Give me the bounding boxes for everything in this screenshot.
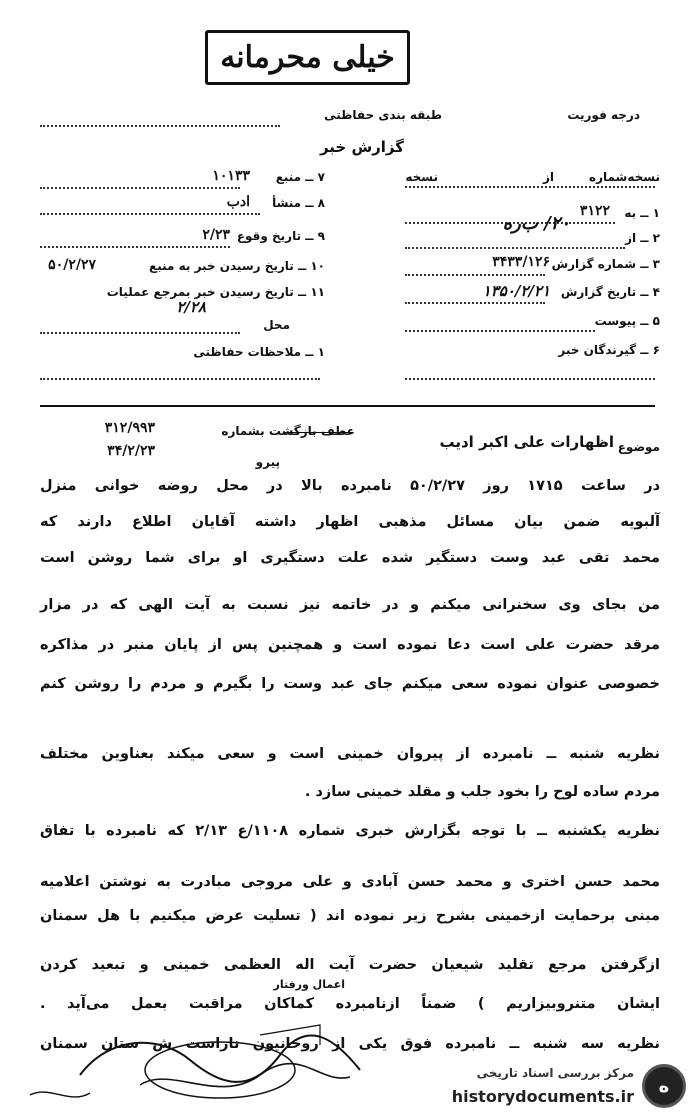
- margin-annotation: اعمال ورفتار: [273, 978, 345, 991]
- source-receipt-value: ۵۰/۲/۲۷: [48, 257, 96, 273]
- reference-strike: [283, 432, 353, 433]
- security-notes-dots: [40, 378, 320, 380]
- report-date-value: ۱۳۵۰/۲/۲۱: [482, 282, 550, 300]
- subject-text: اظهارات علی اکبر ادیب: [439, 433, 614, 451]
- classification-label: طبقه بندی حفاظتی: [324, 108, 442, 122]
- body-line: محمد حسن اختری و محمد حسن آبادی و علی مروجی مبادرت به نوشتن اعلامیه: [40, 874, 660, 890]
- occurrence-date-value: ۲/۲۳: [202, 227, 230, 243]
- copy-label: نسخه: [405, 170, 438, 184]
- security-notes-label: ۱ ــ ملاحظات حفاظتی: [193, 345, 325, 359]
- recipients-dots: [405, 378, 655, 380]
- source-value: ۱۰۱۳۳: [212, 168, 250, 184]
- operations-receipt-value: ۲/۲۸: [176, 298, 206, 316]
- report-title: گزارش خبر: [319, 138, 404, 156]
- to-value: ۳۱۲۲: [579, 203, 610, 219]
- body-line: ازگرفتن مرجع تقلید شیعیان حضرت آیت اله العظمی خمینی و تبعید کردن: [40, 957, 660, 973]
- report-number-value: ۳۴۳۳/۱۲۶: [492, 254, 550, 270]
- classification-stamp: خیلی محرمانه: [205, 30, 410, 85]
- watermark-logo: ه: [642, 1064, 686, 1108]
- to-label: ۱ ــ به: [624, 206, 660, 220]
- body-line: مبنی برحمایت ازخمینی بشرح زیر نموده اند ( تسلیت عرض میکنیم با هل سمنان: [40, 908, 660, 924]
- origin-value: ادب: [226, 194, 250, 210]
- body-line: آلبویه ضمن بیان مسائل مذهبی اظهار داشته آقایان اطلاع دارند که: [40, 514, 660, 530]
- reference-note: پیرو: [255, 455, 280, 469]
- watermark-text-fa: مرکز بررسی اسناد تاریخی: [476, 1066, 634, 1080]
- source-receipt-label: ۱۰ ــ تاریخ رسیدن خبر به منبع: [149, 259, 325, 273]
- body-line: خصوصی عنوان نموده سعی میکنم جای عبد وست را بگیرم و مردم را روشن کنم: [40, 676, 660, 692]
- reference-number: ۳۱۲/۹۹۳: [104, 420, 155, 436]
- source-dots: [40, 187, 240, 189]
- operations-receipt-label: ۱۱ ــ تاریخ رسیدن خبر بمرجع عملیات: [106, 285, 325, 299]
- body-line: محمد تقی عبد وست دستگیر شده علت دستگیری او برای شما روشن است: [40, 550, 660, 566]
- occurrence-date-label: ۹ ــ تاریخ وقوع: [236, 229, 325, 243]
- body-line: مردم ساده لوح را بخود جلب و مقلد خمینی سازد .: [304, 784, 660, 800]
- classification-dots: [40, 125, 280, 127]
- signature-scribbles: [20, 1015, 440, 1115]
- body-line: مرقد حضرت علی است دعا نموده است و همچنین پس از پایان منبر در مذاکره: [40, 637, 660, 653]
- body-line: در ساعت ۱۷۱۵ روز ۵۰/۲/۲۷ نامبرده بالا در محل روضه خوانی منزل: [40, 478, 661, 494]
- body-line: نظریه یکشنبه ــ با توجه بگزارش خبری شماره ۱۱۰۸/ع ۲/۱۳ که نامبرده با تفاق: [40, 823, 661, 839]
- body-line: نظریه شنبه ــ نامبرده از پیروان خمینی است و سعی میکند بعناوین مختلف: [40, 746, 660, 762]
- copy-dots: [405, 186, 655, 188]
- origin-label: ۸ ــ منشأ: [272, 196, 325, 210]
- report-number-label: ۳ ــ شماره گزارش: [551, 257, 660, 271]
- body-line: من بجای وی سخنرانی میکنم و در خاتمه نیز نسبت به آیت الهی که در مزار: [40, 597, 660, 613]
- attachment-dots: [405, 330, 595, 332]
- section-divider: [40, 405, 655, 407]
- source-label: ۷ ــ منبع: [275, 170, 325, 184]
- from-value: ۲۰/ ب‌ره: [502, 213, 570, 234]
- from-dots: [405, 247, 625, 249]
- from-label: ۲ ــ از: [625, 231, 660, 245]
- report-date-dots: [405, 302, 545, 304]
- priority-label: درجه فوریت: [567, 108, 640, 122]
- body-line: نظریه سه شنبه ــ نامبرده فوق یکی از روحانیون ناراست ش ستان سمنان: [40, 1036, 660, 1052]
- watermark-text-en: historydocuments.ir: [451, 1087, 634, 1106]
- subject-label: موضوع: [617, 440, 660, 454]
- origin-dots: [40, 213, 260, 215]
- attachment-label: ۵ ــ پیوست: [594, 314, 660, 328]
- occurrence-dots: [40, 246, 230, 248]
- report-date-label: ۴ ــ تاریخ گزارش: [560, 285, 660, 299]
- location-dots: [40, 332, 240, 334]
- reference-date: ۳۴/۲/۲۳: [107, 443, 155, 459]
- location-label: محل: [263, 318, 290, 332]
- copy-of-label: از: [542, 170, 554, 184]
- reference-label: عطف بازگشت بشماره: [221, 424, 355, 438]
- recipients-label: ۶ ــ گیرندگان خبر: [558, 343, 660, 357]
- body-line: ایشان متنروبیزاریم ) ضمناً ازنامبرده کماکان مراقبت بعمل می‌آید .: [40, 996, 660, 1012]
- report-number-dots: [405, 274, 545, 276]
- copy-number-label: نسخه‌شماره: [589, 170, 660, 184]
